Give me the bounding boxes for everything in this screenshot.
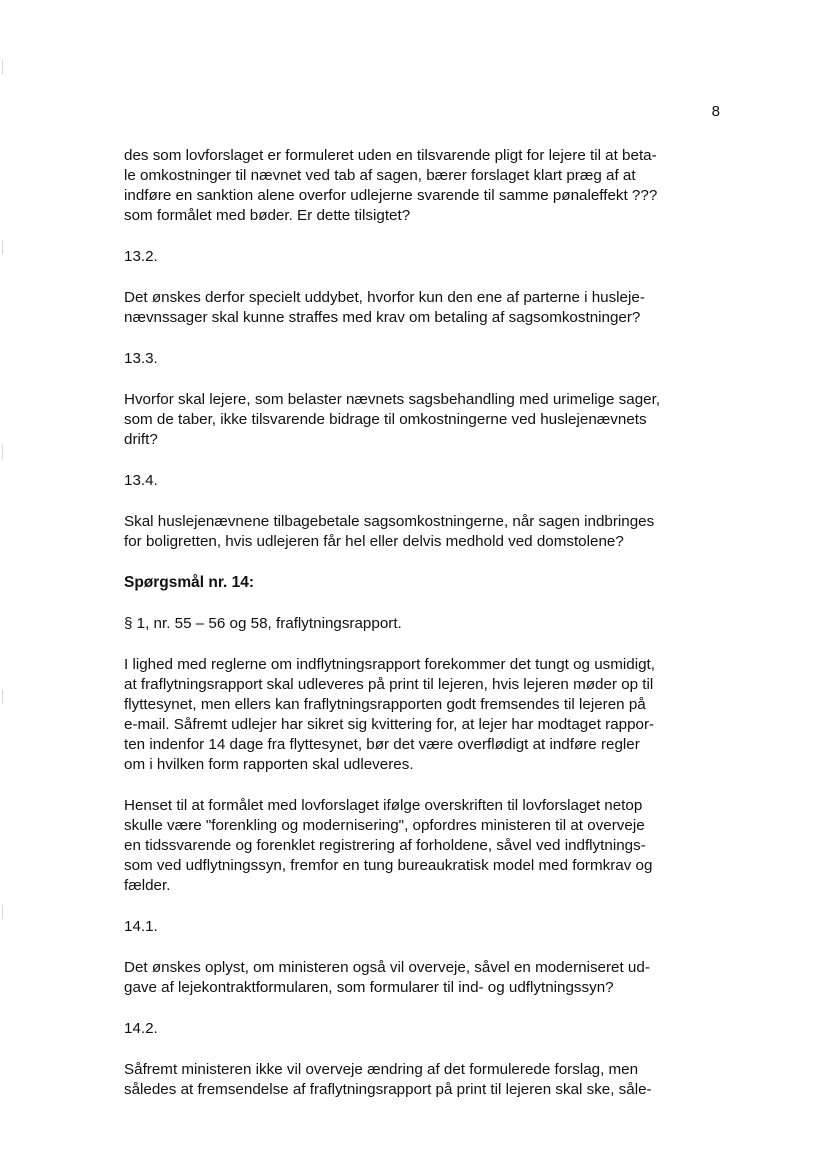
scan-edge-marks	[0, 0, 6, 1168]
paragraph-14-2: Såfremt ministeren ikke vil overveje ændring af det formulerede forslag, men således at fremsendelse af fraflytningsrapport på print til lejeren skal ske, såle-	[124, 1061, 652, 1098]
paragraph-14-intro: I lighed med reglerne om indflytningsrapport forekommer det tungt og usmidigt, at fraflytningsrapport skal udleveres på print til lejeren, hvis lejeren møder op til flyttesynet, men ellers kan fraflytningsrapporten godt fremsendes til lejeren på e-mail. Såfremt udlejer har sikret sig kvittering for, at lejer har modtaget rappor- ten indenfor 14 dage fra flyttesynet, bør det være overflødigt at indføre regler om i hvilken form rapporten skal udleveres.	[124, 656, 655, 773]
paragraph-13-4: Skal huslejenævnene tilbagebetale sagsomkostningerne, når sagen indbringes for boligretten, hvis udlejeren får hel eller delvis medhold ved domstolene?	[124, 513, 655, 550]
paragraph-14-purpose: Henset til at formålet med lovforslaget ifølge overskriften til lovforslaget netop skulle være "forenkling og modernisering", opfordres ministeren til at overveje en tidssvarende og forenklet registrering af forholdene, såvel ved indflytnings- som ved udflytningssyn, fremfor en tung bureaukratisk model med formkrav og fælder.	[124, 797, 653, 894]
document-body	[124, 146, 724, 1100]
paragraph-13-2: Det ønskes derfor specielt uddybet, hvorfor kun den ene af parterne i husleje- nævnssager skal kunne straffes med krav om betaling af sagsomkostninger?	[124, 289, 645, 326]
section-number-13-2: 13.2.	[124, 248, 158, 265]
page-number: 8	[711, 103, 720, 120]
section-number-13-3: 13.3.	[124, 350, 158, 367]
section-number-13-4: 13.4.	[124, 472, 158, 489]
section-number-14-2: 14.2.	[124, 1020, 158, 1037]
section-number-14-1: 14.1.	[124, 918, 158, 935]
question-14-heading: Spørgsmål nr. 14:	[124, 574, 255, 591]
paragraph-continuation: des som lovforslaget er formuleret uden en tilsvarende pligt for lejere til at beta- le omkostninger til nævnet ved tab af sagen, bærer forslaget klart præg af at indføre en sanktion alene overfor udlejerne svarende til samme pønaleffekt ??? som formålet med bøder. Er dette tilsigtet?	[124, 147, 658, 224]
paragraph-13-3: Hvorfor skal lejere, som belaster nævnets sagsbehandling med urimelige sager, som de taber, ikke tilsvarende bidrage til omkostningerne ved huslejenævnets drift?	[124, 391, 661, 448]
paragraph-14-1: Det ønskes oplyst, om ministeren også vil overveje, såvel en moderniseret ud- gave af lejekontraktformularen, som formularer til ind- og udflytningssyn?	[124, 959, 650, 996]
question-14-reference: § 1, nr. 55 – 56 og 58, fraflytningsrapport.	[124, 615, 402, 632]
